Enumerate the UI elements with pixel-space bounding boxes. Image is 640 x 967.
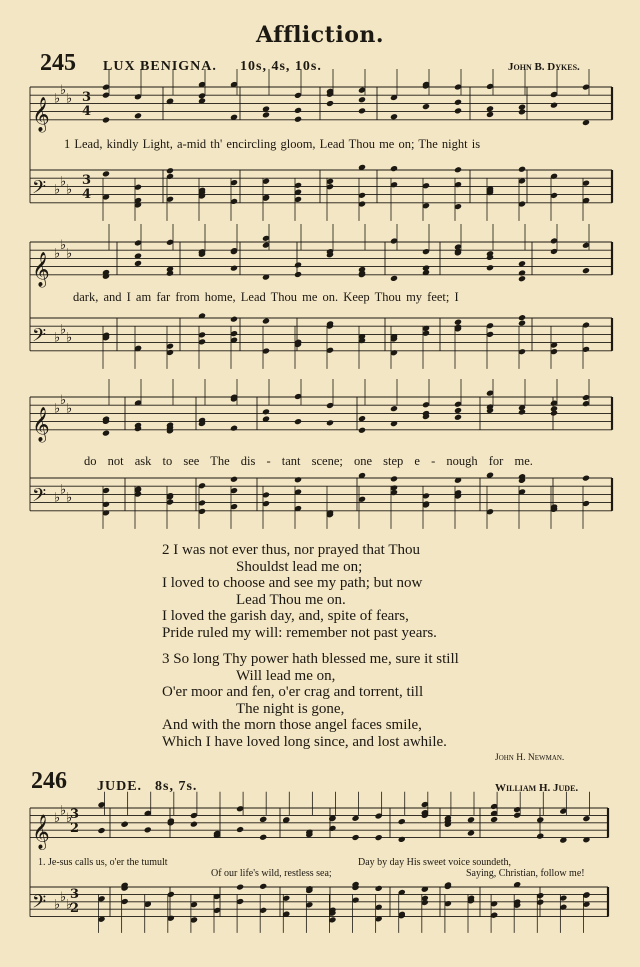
hymn-246-lyric-d: Saying, Christian, follow me! [466, 868, 585, 879]
stanza-line: 3 So long Thy power hath blessed me, sure it still [162, 651, 459, 667]
flat-icon: ♭ [66, 91, 73, 107]
treble-clef-icon: 𝄞 [32, 814, 50, 850]
note-head [351, 815, 359, 822]
note-head [236, 884, 244, 891]
bass-clef-icon: 𝄢 [32, 892, 47, 918]
flat-icon: ♭ [66, 246, 73, 262]
stanza-line: I loved to choose and see my path; but now [162, 575, 423, 592]
flat-icon: ♭ [66, 401, 73, 417]
hymn-246-meter: 8s, 7s. [155, 779, 198, 794]
flat-icon: ♭ [54, 182, 61, 198]
time-sig-245-bottom-1: 4 [82, 104, 92, 119]
note-head [398, 836, 406, 843]
note-head [259, 816, 267, 823]
hymn-245-tune-name: LUX BENIGNA. [103, 59, 217, 74]
note-head [97, 827, 105, 834]
note-head [236, 826, 244, 833]
bass-clef-icon: 𝄢 [32, 177, 47, 203]
flat-icon: ♭ [60, 174, 67, 190]
note-head [582, 815, 590, 822]
stanza-line: O'er moor and fen, o'er crag and torrent, till [162, 684, 424, 701]
note-head [259, 883, 267, 890]
hymn-245-number: 245 [40, 50, 76, 76]
note-head [398, 818, 406, 825]
time-sig-246-bottom-2: 2 [70, 901, 80, 916]
hymn-245-lyric-line-1: 1 Lead, kindly Light, a-mid th' encircling gloom, Lead Thou me on; The night is [64, 137, 481, 151]
time-sig-246-top-2: 3 [70, 887, 80, 902]
stanza-line: Will lead me on, [236, 667, 336, 684]
hymn-246-number: 246 [31, 768, 67, 794]
hymn-246-lyric-b: Of our life's wild, restless sea; [211, 868, 332, 879]
hymn-246-lyric-a: 1. Je-sus calls us, o'er the tumult [38, 857, 168, 868]
stanza-line: 2 I was not ever thus, nor prayed that Thou [162, 542, 420, 558]
flat-icon: ♭ [60, 482, 67, 498]
flat-icon: ♭ [66, 897, 73, 913]
note-head [351, 834, 359, 841]
stanza-line: Pride ruled my will: remember not past years. [162, 624, 437, 641]
time-sig-246-top-1: 3 [70, 807, 80, 822]
note-head [144, 826, 152, 833]
flat-icon: ♭ [54, 330, 61, 346]
note-head [121, 821, 129, 828]
note-head [375, 834, 383, 841]
note-head [259, 834, 267, 841]
section-title: Affliction. [255, 22, 385, 48]
hymn-245-meter: 10s, 4s, 10s. [240, 59, 322, 74]
hymn-245-lyric-line-2: dark, and I am far from home, Lead Thou me on. Keep Thou my feet; I [73, 290, 459, 304]
time-sig-246-bottom-1: 2 [70, 821, 80, 836]
flat-icon: ♭ [66, 490, 73, 506]
flat-icon: ♭ [60, 890, 67, 906]
time-sig-245-top-2: 3 [82, 173, 92, 188]
bass-clef-icon: 𝄢 [32, 485, 47, 511]
flat-icon: ♭ [54, 811, 61, 827]
note-head [467, 816, 475, 823]
flat-icon: ♭ [66, 330, 73, 346]
note-head [282, 816, 290, 823]
hymn-246-tune-name: JUDE. [97, 779, 143, 794]
hymn-245-lyric-line-3: do not ask to see The dis - tant scene; one step e - nough for me. [84, 454, 533, 468]
flat-icon: ♭ [54, 246, 61, 262]
flat-icon: ♭ [60, 83, 67, 99]
flat-icon: ♭ [54, 897, 61, 913]
note-head [190, 821, 198, 828]
note-head [536, 816, 544, 823]
flat-icon: ♭ [60, 803, 67, 819]
treble-clef-icon: 𝄞 [32, 406, 50, 442]
note-head [536, 833, 544, 840]
stanza-line: And with the morn those angel faces smile, [162, 717, 422, 734]
flat-icon: ♭ [60, 322, 67, 338]
treble-clef-icon: 𝄞 [32, 251, 50, 287]
hymn-245-composer: John B. Dykes. [508, 61, 580, 73]
hymn-245-author: John H. Newman. [495, 753, 565, 763]
time-sig-245-bottom-2: 4 [82, 187, 92, 202]
stanza-line: The night is gone, [236, 700, 345, 717]
flat-icon: ♭ [66, 811, 73, 827]
flat-icon: ♭ [66, 182, 73, 198]
note-head [490, 816, 498, 823]
stanza-line: Lead Thou me on. [236, 591, 346, 608]
flat-icon: ♭ [54, 401, 61, 417]
note-head [375, 885, 383, 892]
flat-icon: ♭ [54, 490, 61, 506]
flat-icon: ♭ [60, 238, 67, 254]
time-sig-245-top-1: 3 [82, 90, 92, 105]
hymn-246-composer: William H. Jude. [495, 782, 579, 794]
stanza-line: I loved the garish day, and, spite of fears, [162, 608, 409, 625]
flat-icon: ♭ [54, 91, 61, 107]
stanza-line: Shouldst lead me on; [236, 558, 363, 575]
hymn-246-lyric-c: Day by day His sweet voice soundeth, [358, 857, 512, 868]
flat-icon: ♭ [60, 393, 67, 409]
treble-clef-icon: 𝄞 [32, 96, 50, 132]
bass-clef-icon: 𝄢 [32, 325, 47, 351]
stanza-line: Which I have loved long since, and lost awhile. [162, 733, 447, 750]
